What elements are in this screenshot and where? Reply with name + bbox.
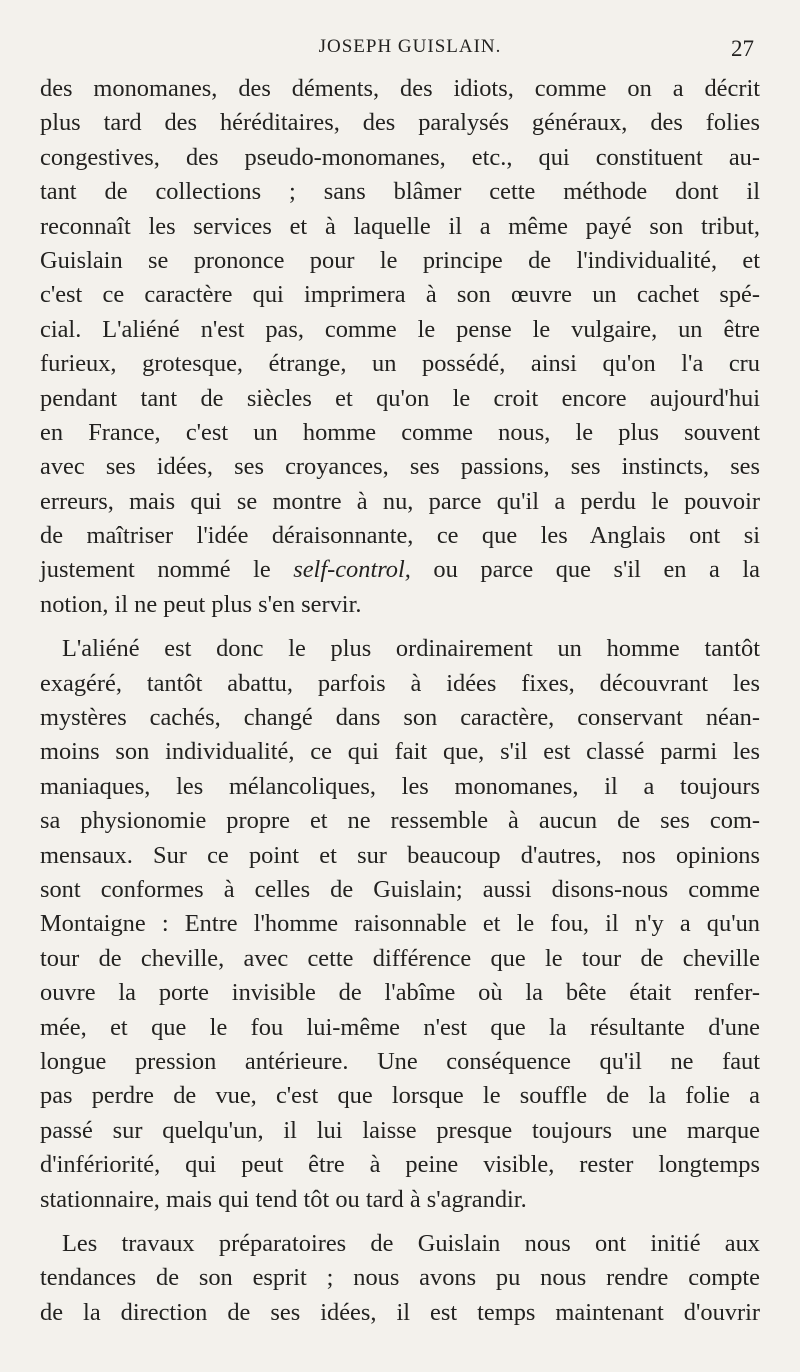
text-line: furieux, grotesque, étrange, un possédé, ainsi qu'on l'a cru xyxy=(40,350,760,378)
text-line: L'aliéné est donc le plus ordinairement un homme tantôt xyxy=(62,635,760,663)
text-line: sont conformes à celles de Guislain; aussi disons-nous comme xyxy=(40,875,760,903)
body-text xyxy=(40,72,760,1330)
text-segment: ou parce que s'il en a la xyxy=(410,556,760,584)
text-line: c'est ce caractère qui imprimera à son œuvre un cachet spé- xyxy=(40,281,760,309)
text-segment: justement nommé le xyxy=(40,556,294,584)
text-line: tendances de son esprit ; nous avons pu nous rendre compte xyxy=(40,1264,760,1292)
page-number: 27 xyxy=(731,36,754,61)
text-line: reconnaît les services et à laquelle il a même payé son tribut, xyxy=(40,212,760,240)
text-line: passé sur quelqu'un, il lui laisse presque toujours une marque xyxy=(40,1116,760,1144)
text-line: plus tard des héréditaires, des paralysés généraux, des folies xyxy=(40,109,760,137)
text-line: exagéré, tantôt abattu, parfois à idées fixes, découvrant les xyxy=(40,669,760,697)
text-line: mensaux. Sur ce point et sur beaucoup d'autres, nos opinions xyxy=(40,841,760,869)
text-line: pendant tant de siècles et qu'on le croit encore aujourd'hui xyxy=(40,384,760,412)
text-line: Guislain se prononce pour le principe de l'individualité, et xyxy=(40,246,760,274)
text-line: des monomanes, des déments, des idiots, comme on a décrit xyxy=(40,75,760,102)
text-line: mystères cachés, changé dans son caractère, conservant néan- xyxy=(40,704,760,732)
text-line: maniaques, les mélancoliques, les monomanes, il a toujours xyxy=(40,772,760,800)
text-line: cial. L'aliéné n'est pas, comme le pense le vulgaire, un être xyxy=(40,315,760,343)
text-line: Montaigne : Entre l'homme raisonnable et le fou, il n'y a qu'un xyxy=(40,910,760,938)
text-line: moins son individualité, ce qui fait que, s'il est classé parmi les xyxy=(40,738,760,766)
text-line: notion, il ne peut plus s'en servir. xyxy=(40,590,362,618)
italic-term: self-control, xyxy=(293,556,411,584)
paragraph-gap xyxy=(40,1217,760,1227)
text-line: mée, et que le fou lui-même n'est que la résultante d'une xyxy=(40,1013,760,1041)
text-line: longue pression antérieure. Une conséquence qu'il ne faut xyxy=(40,1047,760,1075)
text-line: d'infériorité, qui peut être à peine visible, rester longtemps xyxy=(40,1151,760,1179)
text-line: avec ses idées, ses croyances, ses passions, ses instincts, ses xyxy=(40,453,760,481)
text-line: de la direction de ses idées, il est temps maintenant d'ouvrir xyxy=(40,1298,760,1326)
text-line: pas perdre de vue, c'est que lorsque le souffle de la folie a xyxy=(40,1082,760,1110)
paragraph-gap xyxy=(40,622,760,632)
text-line: en France, c'est un homme comme nous, le plus souvent xyxy=(40,418,760,446)
page-header xyxy=(40,28,760,68)
text-line: sa physionomie propre et ne ressemble à aucun de ses com- xyxy=(40,807,760,835)
running-title: JOSEPH GUISLAIN. xyxy=(318,36,502,57)
text-line-self-control xyxy=(40,553,760,587)
text-line: Les travaux préparatoires de Guislain nous ont initié aux xyxy=(62,1229,760,1257)
text-line: stationnaire, mais qui tend tôt ou tard à s'agrandir. xyxy=(40,1185,527,1213)
text-line: de maîtriser l'idée déraisonnante, ce que les Anglais ont si xyxy=(40,522,760,550)
text-line: tour de cheville, avec cette différence que le tour de cheville xyxy=(40,944,760,972)
text-line: ouvre la porte invisible de l'abîme où la bête était renfer- xyxy=(40,979,760,1007)
text-line: congestives, des pseudo-monomanes, etc., qui constituent au- xyxy=(40,143,760,171)
text-line: tant de collections ; sans blâmer cette méthode dont il xyxy=(40,178,760,206)
text-line: erreurs, mais qui se montre à nu, parce qu'il a perdu le pouvoir xyxy=(40,487,760,515)
